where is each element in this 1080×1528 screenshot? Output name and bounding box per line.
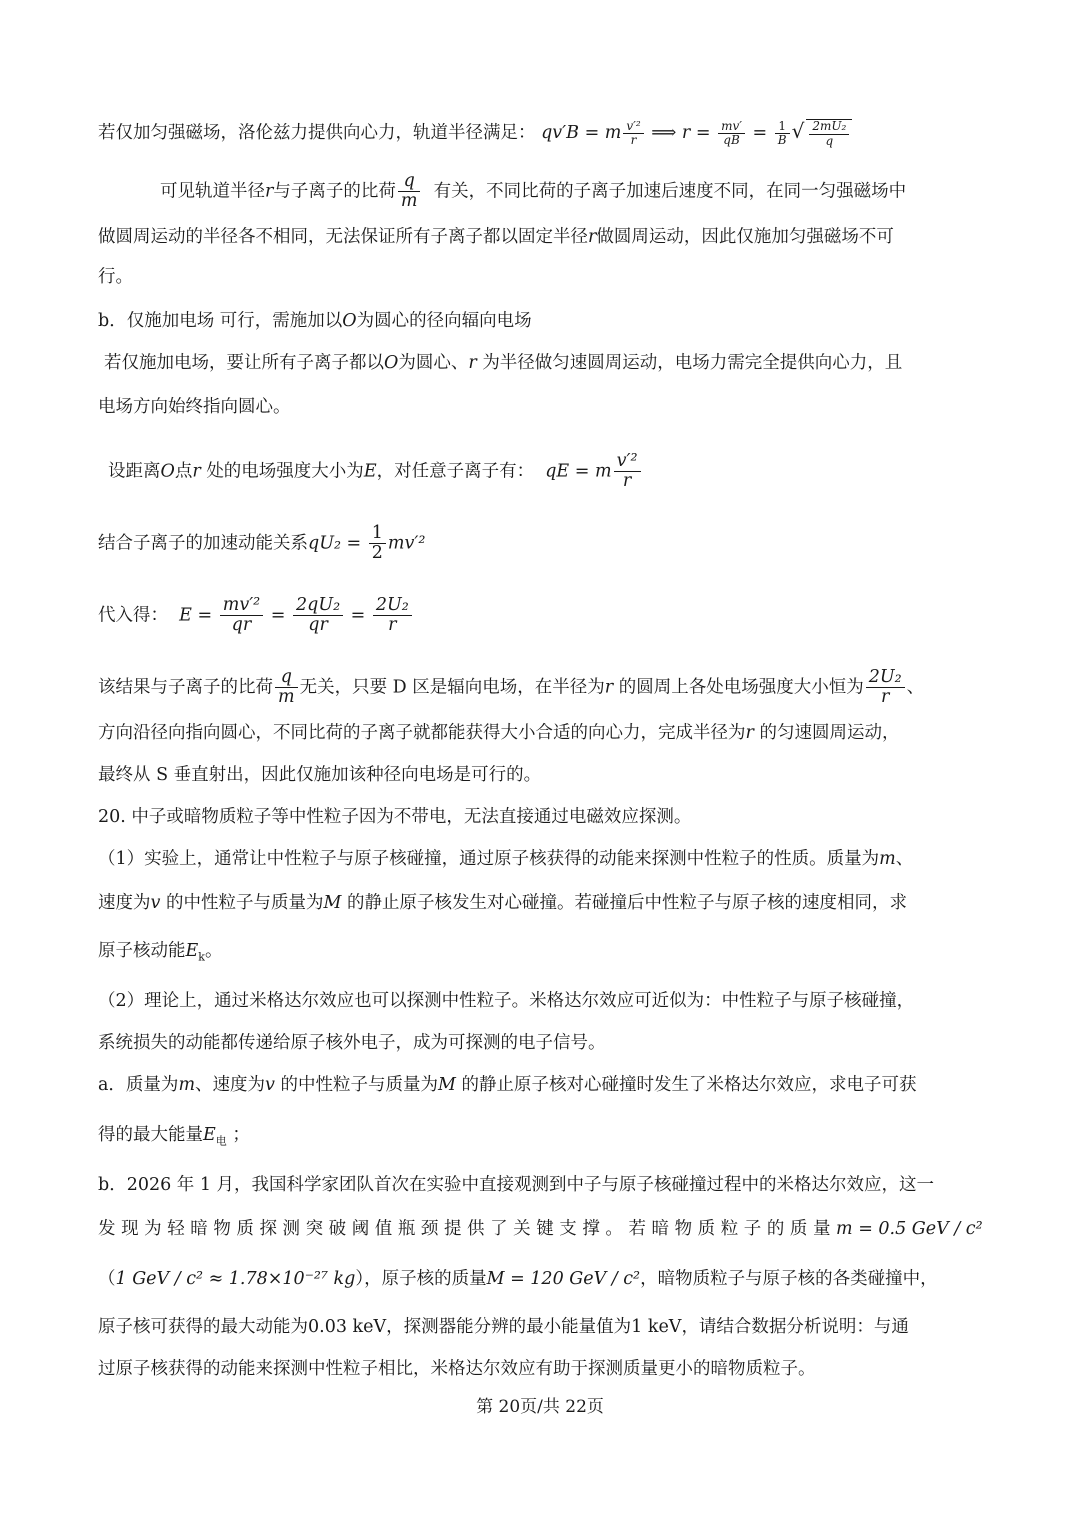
text-line — [98, 306, 984, 336]
line-text: 为半径做匀速圆周运动，电场力需完全提供向心力，且 — [482, 353, 903, 373]
text-line — [98, 262, 984, 292]
variable: E — [203, 1125, 216, 1145]
numerator: 1 — [775, 120, 790, 134]
text-line — [98, 596, 984, 636]
variable: r — [588, 227, 597, 247]
variable: M — [438, 1075, 456, 1095]
denominator: m — [400, 191, 418, 212]
line-text: ； — [232, 1125, 250, 1145]
line-text: 代入得： — [98, 605, 168, 626]
numerator: 2qU₂ — [293, 596, 343, 616]
formula: E = — [179, 605, 218, 626]
line-text: 电场方向始终指向圆心。 — [98, 397, 291, 417]
numerator: 2mU₂ — [809, 120, 849, 134]
variable: v — [265, 1075, 275, 1095]
line-text: 20. 中子或暗物质粒子等中性粒子因为不带电，无法直接通过电磁效应探测。 — [98, 807, 692, 827]
variable: m — [879, 849, 896, 869]
formula: = — [265, 605, 291, 626]
variable: r — [604, 677, 614, 698]
formula-fraction — [718, 120, 745, 147]
line-text: 若仅施加电场，要让所有子离子都以 — [104, 353, 384, 373]
text-line — [98, 844, 984, 874]
formula: m = 0.5 GeV / c² — [836, 1219, 983, 1239]
subscript: k — [198, 950, 205, 964]
line-text: 为圆心的径向辐向电场 — [356, 311, 532, 331]
numerator: 2U₂ — [373, 596, 412, 616]
variable: E — [185, 941, 199, 961]
line-text: 的中性粒子与质量为 — [280, 1075, 439, 1095]
line-text: ，请结合数据分析说明：与通 — [681, 1317, 909, 1337]
denominator: r — [880, 687, 890, 708]
variable: O — [342, 311, 357, 331]
formula-fraction — [806, 119, 852, 147]
text-line — [160, 172, 984, 212]
line-text: 过原子核获得的动能来探测中性粒子相比，米格达尔效应有助于探测质量更小的暗物质粒子。 — [98, 1359, 816, 1379]
line-text: （ — [98, 1269, 116, 1289]
denominator: 2 — [371, 543, 383, 564]
formula: = — [746, 123, 773, 143]
formula-fraction — [775, 120, 790, 147]
line-text: 做圆周运动的半径各不相同，无法保证所有子离子都以固定半径 — [98, 227, 588, 247]
text-line — [98, 1264, 984, 1294]
formula-fraction — [373, 596, 412, 636]
line-text: （1）实验上，通常让中性粒子与原子核碰撞，通过原子核获得的动能来探测中性粒子的性质。质量为 — [98, 849, 880, 869]
denominator: qB — [723, 133, 740, 147]
denominator: qr — [308, 615, 328, 636]
variable: v — [150, 893, 161, 913]
line-text: 结合子离子的加速动能关系 — [98, 533, 308, 554]
line-text: 发 现 为 轻 暗 物 质 探 测 突 破 阈 值 瓶 颈 提 供 了 关 键 支 撑 。 若 暗 物 质 粒 子 的 质 量 — [98, 1219, 831, 1239]
line-text: 的匀速圆周运动， — [759, 723, 900, 743]
formula-fraction — [275, 668, 298, 708]
formula: = — [345, 605, 371, 626]
text-line — [98, 1354, 984, 1384]
line-text: ，暗物质粒子与原子核的各类碰撞中， — [640, 1269, 938, 1289]
question-20-stem — [98, 802, 984, 832]
line-text: b．仅施加电场 可行，需施加以 — [98, 311, 343, 331]
line-text: 、速度为 — [195, 1075, 266, 1095]
line-text: 行。 — [98, 267, 133, 287]
formula-fraction — [614, 452, 641, 492]
formula: qU₂ = — [308, 533, 367, 554]
denominator: r — [388, 615, 397, 636]
variable: O — [384, 353, 399, 373]
variable: O — [160, 461, 175, 482]
formula-fraction — [398, 172, 421, 212]
line-text: （2）理论上，通过米格达尔效应也可以探测中性粒子。米格达尔效应可近似为：中性粒子与原子核碰撞， — [98, 991, 915, 1011]
denominator: r — [630, 133, 637, 147]
numerator: mv′² — [220, 596, 263, 616]
variable: r — [192, 461, 201, 482]
line-text: 处的电场强度大小为 — [206, 461, 364, 482]
formula-fraction — [866, 668, 905, 708]
text-line — [98, 986, 984, 1016]
formula-fraction — [623, 120, 643, 147]
denominator: r — [622, 471, 632, 492]
subscript: 电 — [215, 1134, 227, 1148]
text-line — [98, 760, 984, 790]
line-text: 有关，不同比荷的子离子加速后速度不同，在同一匀强磁场中 — [433, 181, 907, 202]
line-text: 系统损失的动能都传递给原子核外电子，成为可探测的电子信号。 — [98, 1033, 606, 1053]
text-line — [98, 222, 984, 252]
line-text: 设距离 — [108, 461, 161, 482]
text-line — [98, 392, 984, 422]
numerator: v′² — [623, 120, 643, 134]
formula-fraction — [369, 524, 386, 564]
variable: r — [468, 353, 477, 373]
line-text: 。 — [204, 941, 223, 961]
text-line — [98, 1312, 984, 1342]
formula-fraction — [220, 596, 263, 636]
line-text: 做圆周运动，因此仅施加匀强磁场不可 — [596, 227, 894, 247]
formula: M = 120 GeV / c² — [486, 1269, 641, 1289]
text-line — [98, 1070, 984, 1100]
variable: r — [745, 723, 754, 743]
formula: qv′B = m — [541, 123, 622, 143]
text-line — [98, 936, 984, 973]
formula: qE = m — [545, 461, 612, 482]
text-line — [104, 348, 984, 378]
line-text: 最终从 S 垂直射出，因此仅施加该种径向电场是可行的。 — [98, 765, 542, 785]
line-text: 、 — [906, 677, 925, 698]
text-line — [98, 668, 984, 708]
text-line — [108, 452, 984, 492]
denominator: m — [278, 687, 295, 708]
text-line — [98, 1170, 984, 1200]
line-text: 的静止原子核对心碰撞时发生了米格达尔效应，求电子可获 — [461, 1075, 917, 1095]
numerator: 2U₂ — [866, 668, 905, 688]
line-text: 原子核可获得的最大动能为 — [98, 1317, 308, 1337]
sqrt-sign: √ — [791, 119, 805, 143]
formula: ⟹ r = — [645, 123, 717, 143]
denominator: qr — [231, 615, 252, 636]
numerator: 1 — [369, 524, 386, 544]
line-text: 的圆周上各处电场强度大小恒为 — [618, 677, 864, 698]
numerator: v′² — [614, 452, 641, 472]
denominator: B — [777, 133, 787, 147]
formula: 1 GeV / c² ≈ 1.78×10⁻²⁷ kg — [115, 1269, 356, 1289]
line-text: 无关，只要 D 区是辐向电场，在半径为 — [299, 677, 605, 698]
text-line — [98, 1028, 984, 1058]
text-line — [98, 1214, 984, 1244]
variable: m — [178, 1075, 196, 1095]
numerator: q — [398, 172, 421, 192]
text-line — [98, 888, 984, 918]
line-text: ，探测器能分辨的最小能量值为 — [386, 1317, 632, 1337]
line-text: 方向沿径向指向圆心，不同比荷的子离子就都能获得大小合适的向心力，完成半径为 — [98, 723, 746, 743]
variable: r — [265, 181, 274, 202]
line-text: b．2026 年 1 月，我国科学家团队首次在实验中直接观测到中子与原子核碰撞过程中的米格达尔效应，这一 — [98, 1175, 935, 1195]
variable: M — [323, 893, 342, 913]
variable: E — [363, 461, 377, 482]
line-text: 得的最大能量 — [98, 1125, 203, 1145]
formula-fraction — [293, 596, 343, 636]
line-text: 、 — [895, 849, 914, 869]
line-text: 的中性粒子与质量为 — [165, 893, 324, 913]
numerator: mv′ — [718, 120, 745, 134]
line-text: 原子核动能 — [98, 941, 186, 961]
line-text: ，对任意子离子有： — [376, 461, 535, 482]
line-text: 点 — [174, 461, 193, 482]
line-text: 速度为 — [98, 893, 151, 913]
text-line — [98, 1120, 984, 1157]
formula: mv′² — [387, 533, 426, 554]
page-number-footer: 第 20页/共 22页 — [476, 1397, 604, 1417]
line-text: 的静止原子核发生对心碰撞。若碰撞后中性粒子与原子核的速度相同，求 — [346, 893, 907, 913]
line-text: 该结果与子离子的比荷 — [98, 677, 273, 698]
line-text: 可见轨道半径 — [160, 181, 265, 202]
text-line — [98, 718, 984, 748]
line-text: 若仅加匀强磁场，洛伦兹力提供向心力，轨道半径满足： — [98, 123, 536, 143]
numerator: q — [275, 668, 298, 688]
line-text: a．质量为 — [98, 1075, 179, 1095]
text-line — [98, 116, 984, 148]
value: 1 keV — [631, 1317, 682, 1337]
text-line — [98, 524, 984, 564]
value: 0.03 keV — [308, 1317, 387, 1337]
line-text: 与子离子的比荷 — [273, 181, 396, 202]
line-text: 为圆心、 — [398, 353, 469, 373]
line-text: ），原子核的质量 — [355, 1269, 487, 1289]
denominator: q — [825, 133, 834, 148]
